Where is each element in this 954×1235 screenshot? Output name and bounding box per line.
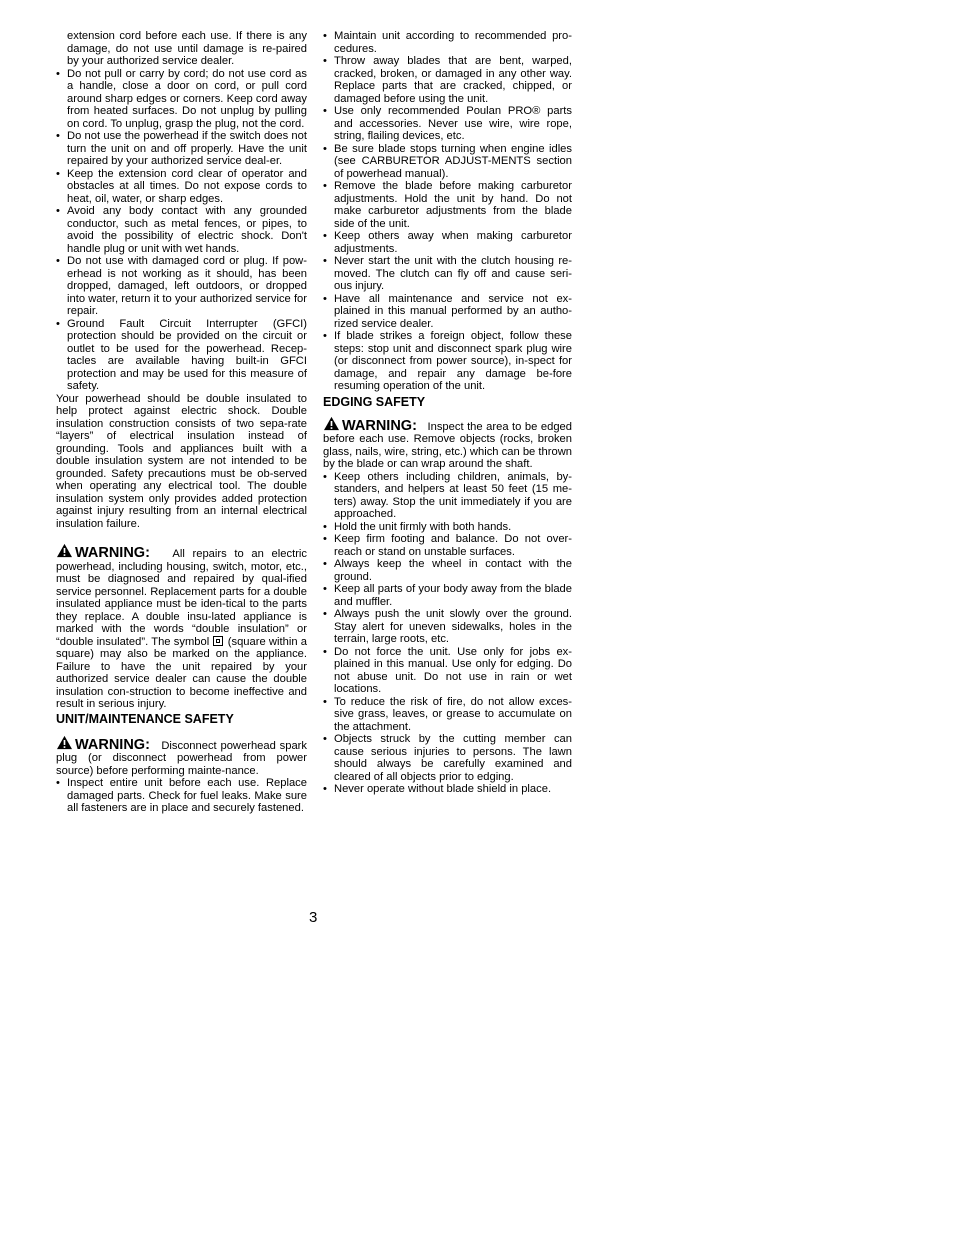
list-item: • Do not force the unit. Use only for jobs ex-plained in this manual. Use only for edging. Do not abuse unit. Do not use in rain or wet locations.	[323, 645, 572, 695]
warning-disconnect	[56, 735, 307, 778]
list-item: • Objects struck by the cutting member can cause serious injuries to persons. The lawn should always be carefully examined and cleared of all objects prior to edging.	[323, 733, 572, 783]
list-item: • Maintain unit according to recommended pro-cedures.	[323, 30, 572, 55]
list-item: • Be sure blade stops turning when engine idles (see CARBURETOR ADJUST-MENTS section of powerhead manual).	[323, 142, 572, 180]
list-item: • Hold the unit firmly with both hands.	[323, 520, 512, 533]
warning-label: WARNING:	[75, 736, 150, 753]
list-item: • Do not use the powerhead if the switch does not turn the unit on and off properly. Have the unit repaired by your authorized service deal-er.	[56, 130, 307, 167]
list-item: • Never operate without blade shield in place.	[323, 783, 552, 795]
list-item: • Keep all parts of your body away from the blade and muffler.	[323, 583, 572, 608]
list-item: • To reduce the risk of fire, do not allow exces-sive grass, leaves, or grease to accumulate on the attachment.	[323, 695, 572, 733]
list-item: • Avoid any body contact with any grounded conductor, such as metal fences, or pipes, to avoid the possibility of electric shock. Don't handle plug or unit with wet hands.	[56, 205, 307, 255]
list-item: • Ground Fault Circuit Interrupter (GFCI) protection should be provided on the circuit or outlet to be used for the powerhead. Recep-tacles are available having built-in GFCI protection and may be used for this measure of safety.	[56, 317, 307, 392]
right-column	[323, 30, 572, 796]
list-item: • Always push the unit slowly over the ground. Stay alert for uneven sidewalks, holes in the terrain, large roots, etc.	[323, 608, 572, 645]
warning-text: All repairs to an electric powerhead, including housing, switch, motor, etc., must be diagnosed and repaired by qual-ified service personnel. Replacement parts for a double insulated appliance must be iden-tical to the parts they replace. A double insu-lated appliance is marked with the words “double insulation” or “double insulated”. The symbol	[56, 548, 307, 648]
continuation-text: extension cord before each use. If there is any damage, do not use until damage is re-paired by your authorized service dealer.	[67, 30, 307, 67]
warning-text-continued: (square within a square) may also be marked on the appliance. Failure to have the unit repaired by your authorized service dealer can cause the double insulation con-struction to become ineffective and result in serious injury.	[56, 635, 308, 710]
list-item: • Do not pull or carry by cord; do not use cord as a handle, close a door on cord, or pull cord around sharp edges or corners. Keep cord away from heated surfaces. Do not unplug by pulling on cord. To unplug, grasp the plug, not the cord.	[56, 67, 307, 130]
maintenance-list	[323, 30, 572, 393]
warning-text: Inspect the area to be edged before each use. Remove objects (rocks, broken glass, nails, wire, string, etc.) which can be thrown by the blade or can wrap around the shaft.	[323, 420, 572, 470]
list-item: • Never start the unit with the clutch housing re-moved. The clutch can fly off and cause seri-ous injury.	[323, 255, 572, 292]
warning-repairs	[56, 543, 307, 711]
warning-edging	[323, 416, 572, 471]
unit-safety-list	[56, 777, 307, 815]
edging-safety-heading: EDGING SAFETY	[323, 394, 426, 409]
page-number: 3	[309, 909, 318, 926]
square-within-square-icon	[213, 636, 223, 646]
list-item: • Keep firm footing and balance. Do not over-reach or stand on unstable surfaces.	[323, 533, 572, 558]
warning-triangle-icon	[56, 543, 73, 558]
list-item: • Always keep the wheel in contact with the ground.	[323, 558, 572, 583]
list-item: • Keep others away when making carburetor adjustments.	[323, 230, 572, 255]
unit-maintenance-heading: UNIT/MAINTENANCE SAFETY	[56, 711, 234, 726]
list-item: • Use only recommended Poulan PRO® parts and accessories. Never use wire, wire rope, string, flailing devices, etc.	[323, 105, 572, 142]
list-item: • Keep the extension cord clear of operator and obstacles at all times. Do not expose cords to heat, oil, water, or sharp edges.	[56, 167, 307, 205]
warning-text: Disconnect powerhead spark plug (or disconnect powerhead from power source) before performing mainte-nance.	[56, 739, 307, 777]
warning-triangle-icon	[323, 416, 340, 431]
warning-triangle-icon	[56, 735, 73, 750]
list-item: • Keep others including children, animals, by-standers, and helpers at least 50 feet (15 me-ters) away. Stop the unit immediately if you are approached.	[323, 470, 572, 520]
warning-label: WARNING:	[342, 417, 417, 434]
list-item: • Inspect entire unit before each use. Replace damaged parts. Check for fuel leaks. Make sure all fasteners are in place and securely fastened.	[56, 777, 307, 814]
edging-safety-list	[323, 471, 572, 796]
left-column	[56, 30, 307, 815]
double-insulation-paragraph: Your powerhead should be double insulated to help protect against electric shock. Double insulation construction consists of two sepa-rate “layers” of electrical insulation instead of grounding. Tools and appliances built with a double insulation system are not intended to be grounded. Safety precautions must be ob-served when operating any electrical tool. The double insulation system only provides added protection against injury resulting from an internal electrical insulation failure.	[56, 392, 307, 530]
list-item: • Remove the blade before making carburetor adjustments. Hold the unit by hand. Do not make carburetor adjustments from the blade side of the unit.	[323, 180, 572, 230]
list-item: • Have all maintenance and service not ex-plained in this manual performed by an autho-rized service dealer.	[323, 292, 572, 330]
warning-label: WARNING:	[75, 545, 150, 561]
list-item: • If blade strikes a foreign object, follow these steps: stop unit and disconnect spark plug wire (or disconnect from power source), in-spect for damage, and repair any damage be-fore resuming operation of the unit.	[323, 330, 572, 392]
list-item: • Throw away blades that are bent, warped, cracked, broken, or damaged in any other way. Replace parts that are cracked, chipped, or damaged before using the unit.	[323, 55, 572, 105]
cord-safety-list	[56, 68, 307, 393]
list-item: • Do not use with damaged cord or plug. If pow-erhead is not working as it should, has been dropped, damaged, left outdoors, or dropped into water, return it to your authorized service for repair.	[56, 255, 307, 317]
